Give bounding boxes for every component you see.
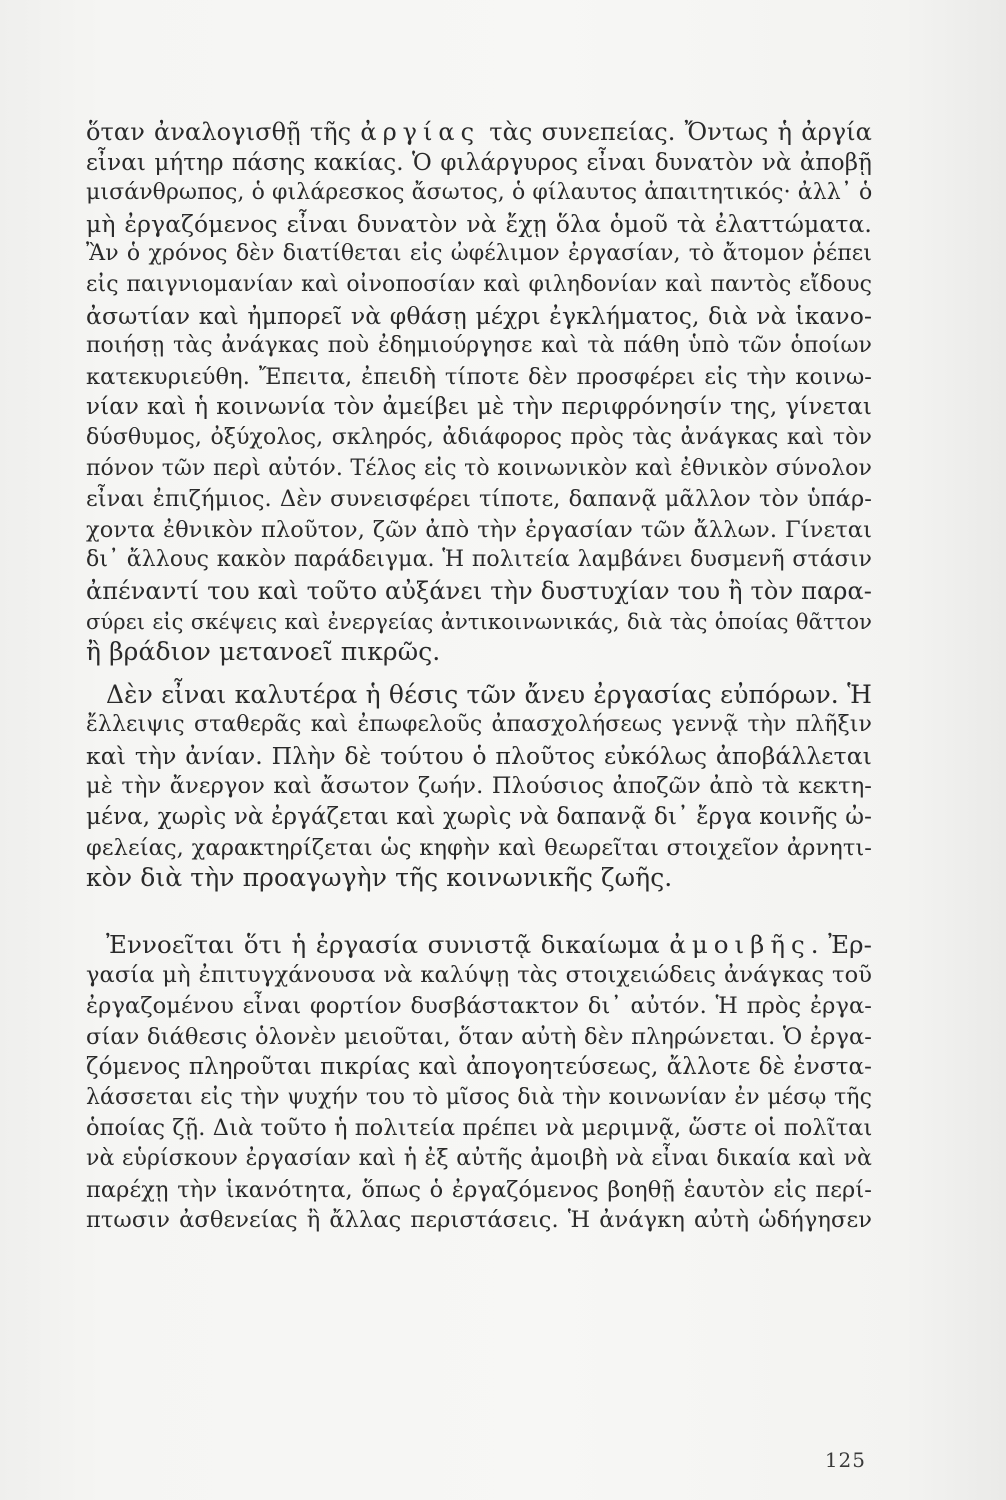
paragraph-spacer	[86, 894, 872, 930]
text-line: ζόμενος πληροῦται πικρίας καὶ ἀπογοητεύσεως, ἄλλοτε δὲ ἐνστα-	[86, 1054, 872, 1081]
paragraph-2	[86, 680, 872, 894]
text-line: εἶναι ἐπιζήμιος. Δὲν συνεισφέρει τίποτε, δαπανᾷ μᾶλλον τὸν ὑπάρ-	[86, 486, 872, 513]
text-line: ἐργαζομένου εἶναι φορτίον δυσβάστακτον δι᾽ αὐτόν. Ἡ πρὸς ἐργα-	[86, 993, 872, 1020]
emphasized-word: ἀργίας	[360, 118, 481, 146]
text-line: μὴ ἐργαζόμενος εἶναι δυνατὸν νὰ ἔχῃ ὅλα ὁμοῦ τὰ ἐλαττώματα.	[86, 209, 872, 238]
text-line: πτωσιν ἀσθενείας ἢ ἄλλας περιστάσεις. Ἡ ἀνάγκη αὐτὴ ὡδήγησεν	[86, 1207, 872, 1234]
text-line: ἀσωτίαν καὶ ἠμπορεῖ νὰ φθάσῃ μέχρι ἐγκλήματος, διὰ νὰ ἱκανο-	[86, 301, 872, 330]
text-line: φελείας, χαρακτηρίζεται ὡς κηφὴν καὶ θεωρεῖται στοιχεῖον ἀρνητι-	[86, 834, 872, 861]
text-line: σίαν διάθεσις ὁλονὲν μειοῦται, ὅταν αὐτὴ δὲν πληρώνεται. Ὁ ἐργα-	[86, 1023, 872, 1050]
text-line: χοντα ἐθνικὸν πλοῦτον, ζῶν ἀπὸ τὴν ἐργασίαν τῶν ἄλλων. Γίνεται	[86, 516, 872, 543]
text-line: Ἐννοεῖται ὅτι ἡ ἐργασία συνιστᾷ δικαίωμα ἀμοιβῆς. Ἐρ-	[106, 929, 872, 959]
text-line: σύρει εἰς σκέψεις καὶ ἐνεργείας ἀντικοινωνικάς, διὰ τὰς ὁποίας θᾶττον	[86, 609, 872, 634]
text-line: ἔλλειψις σταθερᾶς καὶ ἐπωφελοῦς ἀπασχολήσεως γεννᾷ τὴν πλῆξιν	[86, 712, 872, 738]
text-line: πόνον τῶν περὶ αὐτόν. Τέλος εἰς τὸ κοινωνικὸν καὶ ἐθνικὸν σύνολον	[86, 455, 872, 481]
text-line: λάσσεται εἰς τὴν ψυχήν του τὸ μῖσος διὰ τὴν κοινωνίαν ἐν μέσῳ τῆς	[86, 1084, 872, 1110]
text-line: μὲ τὴν ἄνεργον καὶ ἄσωτον ζωήν. Πλούσιος ἀποζῶν ἀπὸ τὰ κεκτη-	[86, 773, 872, 800]
emphasized-word: ἀμοιβῆς	[669, 929, 811, 959]
page-number: 125	[824, 1448, 866, 1472]
text-line: εἶναι μήτηρ πάσης κακίας. Ὁ φιλάργυρος εἶναι δυνατὸν νὰ ἀποβῇ	[86, 149, 872, 176]
text-line: μένα, χωρὶς νὰ ἐργάζεται καὶ χωρὶς νὰ δαπανᾷ δι᾽ ἔργα κοινῆς ὠ-	[86, 804, 872, 831]
text-line: Ἂν ὁ χρόνος δὲν διατίθεται εἰς ὠφέλιμον ἐργασίαν, τὸ ἄτομον ῥέπει	[86, 241, 872, 267]
text-line: ὅταν ἀναλογισθῇ τῆς ἀργίας τὰς συνεπείας. Ὄντως ἡ ἀργία	[86, 118, 872, 146]
text-line: παρέχῃ τὴν ἱκανότητα, ὅπως ὁ ἐργαζόμενος βοηθῇ ἑαυτὸν εἰς περί-	[86, 1176, 872, 1203]
paragraph-1	[86, 117, 872, 668]
text-line: δύσθυμος, ὀξύχολος, σκληρός, ἀδιάφορος πρὸς τὰς ἀνάγκας καὶ τὸν	[86, 424, 872, 450]
text-line: ὁποίας ζῇ. Διὰ τοῦτο ἡ πολιτεία πρέπει νὰ μεριμνᾷ, ὥστε οἱ πολῖται	[86, 1115, 873, 1142]
text-line: γασία μὴ ἐπιτυγχάνουσα νὰ καλύψῃ τὰς στοιχειώδεις ἀνάγκας τοῦ	[86, 962, 872, 989]
text-line: ποιήσῃ τὰς ἀνάγκας ποὺ ἐδημιούργησε καὶ τὰ πάθη ὑπὸ τῶν ὁποίων	[86, 333, 872, 359]
body-text	[86, 117, 872, 1236]
text-line: κὸν διὰ τὴν προαγωγὴν τῆς κοινωνικῆς ζωῆς.	[86, 863, 673, 893]
text-line: Δὲν εἶναι καλυτέρα ἡ θέσις τῶν ἄνευ ἐργασίας εὐπόρων. Ἡ	[106, 679, 872, 709]
text-line: δι᾽ ἄλλους κακὸν παράδειγμα. Ἡ πολιτεία λαμβάνει δυσμενῆ στάσιν	[86, 547, 872, 573]
text-line: κατεκυριεύθη. Ἔπειτα, ἐπειδὴ τίποτε δὲν προσφέρει εἰς τὴν κοινω-	[86, 363, 872, 390]
text-line: καὶ τὴν ἀνίαν. Πλὴν δὲ τούτου ὁ πλοῦτος εὐκόλως ἀποβάλλεται	[86, 741, 872, 770]
text-line: μισάνθρωπος, ὁ φιλάρεσκος ἄσωτος, ὁ φίλαυτος ἀπαιτητικός· ἀλλ᾽ ὁ	[86, 180, 873, 206]
text-line: εἰς παιγνιομανίαν καὶ οἰνοποσίαν καὶ φιληδονίαν καὶ παντὸς εἴδους	[86, 271, 872, 297]
text-line: ἢ βράδιον μετανοεῖ πικρῶς.	[86, 637, 441, 667]
text-line: ἀπέναντί του καὶ τοῦτο αὐξάνει τὴν δυστυχίαν του ἢ τὸν παρα-	[86, 576, 872, 605]
paragraph-3	[86, 930, 872, 1236]
text-line: νὰ εὑρίσκουν ἐργασίαν καὶ ἡ ἐξ αὐτῆς ἀμοιβὴ νὰ εἶναι δικαία καὶ νὰ	[86, 1146, 872, 1171]
text-line: νίαν καὶ ἡ κοινωνία τὸν ἀμείβει μὲ τὴν περιφρόνησίν της, γίνεται	[86, 394, 872, 421]
paragraph-spacer	[86, 668, 872, 680]
